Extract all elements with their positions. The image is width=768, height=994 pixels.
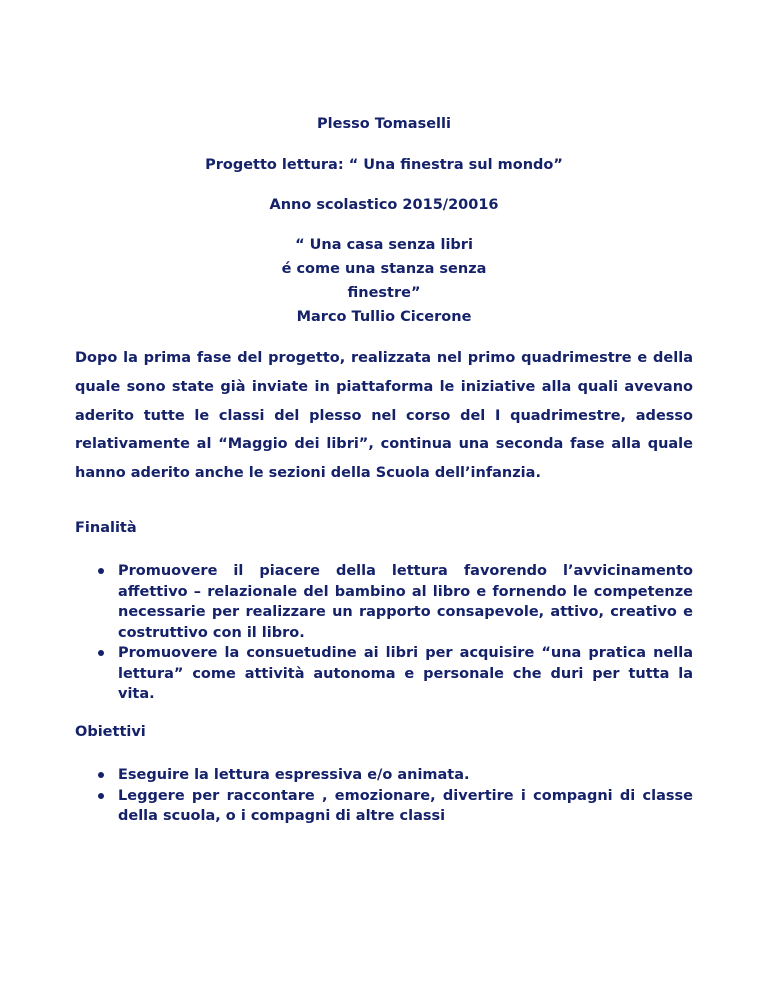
project-title: Progetto lettura: “ Una finestra sul mondo” <box>205 157 563 173</box>
quote-line-3: finestre” <box>347 285 421 301</box>
list-item <box>75 765 693 786</box>
bullet-icon <box>98 650 104 656</box>
list-item-text: Leggere per raccontare , emozionare, divertire i compagni di classe della scuola, o i compagni di altre classi <box>118 787 693 824</box>
obiettivi-heading: Obiettivi <box>75 724 146 740</box>
list-item-text: Promuovere la consuetudine ai libri per acquisire “una pratica nella lettura” come attività autonoma e personale che duri per tutta la vita. <box>118 645 693 702</box>
list-item <box>75 786 693 827</box>
quote-line-2: é come una stanza senza <box>281 261 487 277</box>
quote-block <box>0 233 768 329</box>
finalita-list <box>75 561 693 705</box>
quote-line-1: “ Una casa senza libri <box>295 237 473 253</box>
list-item-text: Promuovere il piacere della lettura favorendo l’avvicinamento affettivo – relazionale del bambino al libro e fornendo le competenze necessarie per realizzare un rapporto consapevole, attivo, creativo e costruttivo con il libro. <box>118 563 693 641</box>
quote-author: Marco Tullio Cicerone <box>296 309 472 325</box>
list-item-text: Eseguire la lettura espressiva e/o animata. <box>118 767 470 783</box>
intro-paragraph: Dopo la prima fase del progetto, realizzata nel primo quadrimestre e della quale sono state già inviate in piattaforma le iniziative alla quali avevano aderito tutte le classi del plesso nel corso del I quadrimestre, adesso relativamente al “Maggio dei libri”, continua una seconda fase alla quale hanno aderito anche le sezioni della Scuola dell’infanzia. <box>75 350 693 482</box>
obiettivi-list <box>75 765 693 827</box>
bullet-icon <box>98 793 104 799</box>
bullet-icon <box>98 772 104 778</box>
list-item <box>75 561 693 643</box>
finalita-heading: Finalità <box>75 520 137 536</box>
school-name: Plesso Tomaselli <box>317 116 451 132</box>
list-item <box>75 643 693 705</box>
bullet-icon <box>98 568 104 574</box>
school-year: Anno scolastico 2015/20016 <box>269 197 499 213</box>
